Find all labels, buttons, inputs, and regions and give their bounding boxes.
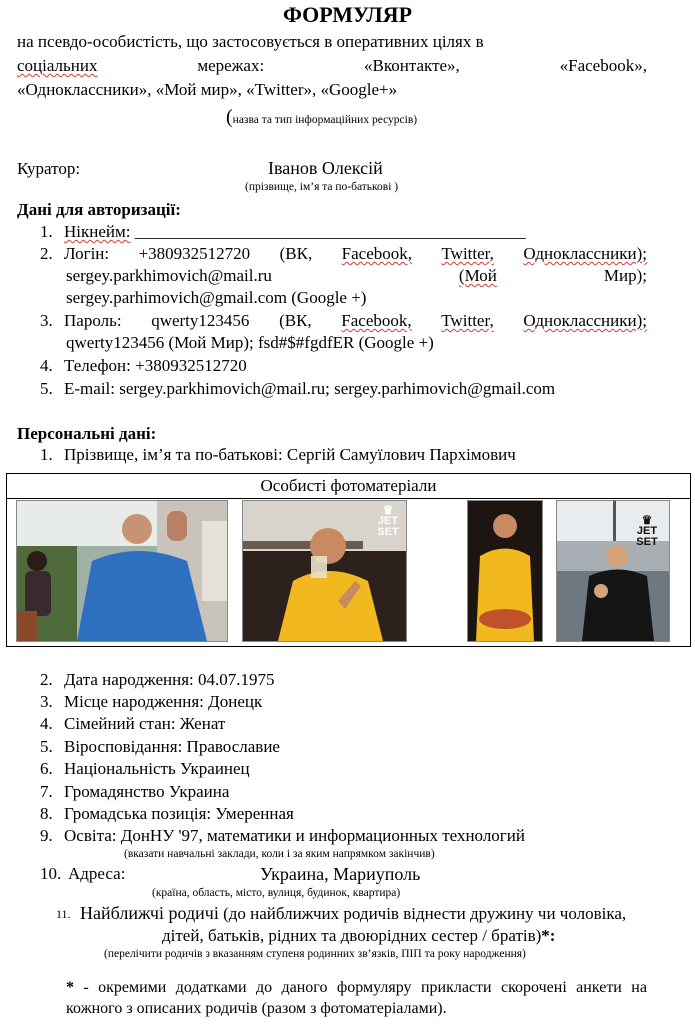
relatives-caption: (перелічити родичів з вказанням ступеня родинних зв’язків, ПІП та року народження) <box>104 948 526 960</box>
personal-item-birthplace: 3. Місце народження: Донецк <box>40 692 263 711</box>
photo-3 <box>467 500 543 642</box>
subject-line-2 <box>17 56 647 76</box>
photos-table <box>6 473 691 647</box>
personal-heading: Персональні дані: <box>17 424 157 443</box>
relatives-asterisk: *: <box>541 926 556 945</box>
subject-word: соціальних <box>17 56 98 75</box>
curator-label: Куратор: <box>17 159 81 178</box>
address-caption: (країна, область, місто, вулиця, будинок, квартира) <box>152 887 401 899</box>
caption-paren: ( <box>226 106 233 128</box>
personal-item-nationality: 6. Національність Украинец <box>40 759 250 778</box>
personal-item-fullname: 1. Прізвище, ім’я та по-батькові: Сергій Самуїлович Пархімович <box>40 445 516 464</box>
relatives-title: Найближчі родичі <box>80 903 219 923</box>
document-title: ФОРМУЛЯР <box>282 2 413 27</box>
relatives-num: 11. <box>56 907 71 921</box>
personal-item-birthdate: 2. Дата народження: 04.07.1975 <box>40 670 275 689</box>
footnote-line-1: * - окремими додатками до даного формуляру прикласти скорочені анкети на <box>66 979 647 996</box>
address-num: 10. <box>40 864 62 883</box>
photo-4-logo: ♛ JET SET <box>629 515 665 548</box>
subject-line-3: «Одноклассники», «Мой мир», «Twitter», «Google+» <box>17 80 398 99</box>
crown-icon: ♛ <box>382 503 394 517</box>
password-line-2: qwerty123456 (Мой Мир); fsd#$#fgdfER (Google +) <box>66 333 434 352</box>
subject-word: мережах: <box>197 56 265 75</box>
auth-item-email: 5. E-mail: sergey.parkhimovich@mail.ru; sergey.parhimovich@gmail.com <box>40 379 556 398</box>
photo-2-logo: ♛ JET SET <box>370 505 406 538</box>
personal-item-citizenship: 7. Громадянство Украина <box>40 782 230 801</box>
auth-item-nickname: 1. Нікнейм: ______________________________________________ <box>40 222 526 241</box>
photo-1 <box>16 500 228 642</box>
login-line-3: sergey.parhimovich@gmail.com (Google +) <box>66 288 367 307</box>
personal-item-education: 9. Освіта: ДонНУ '97, математики и информационных технологий <box>40 826 525 845</box>
address-label: Адреса: <box>68 864 126 883</box>
photo-4 <box>556 500 670 642</box>
nickname-label: Нікнейм: <box>64 222 131 241</box>
photos-heading: Особисті фотоматеріали <box>7 474 690 499</box>
nickname-value: ______________________________________________ <box>134 222 526 241</box>
subject-line-1: на псевдо-особистість, що застосовується в оперативних цілях в <box>17 32 484 51</box>
education-caption: (вказати навчальні заклади, коли і за яким напрямком закінчив) <box>124 848 435 860</box>
auth-item-phone: 4. Телефон: +380932512720 <box>40 356 247 375</box>
subject-word: «Facebook», <box>559 56 647 75</box>
personal-item-civic-position: 8. Громадська позиція: Умеренная <box>40 804 294 823</box>
login-line-2: sergey.parkhimovich@mail.ru (Мой Мир); <box>66 266 647 285</box>
auth-item-login: 2. Логін: +380932512720 (ВК, Facebook, Twitter, Одноклассники); <box>40 244 647 263</box>
subject-word: «Вконтакте», <box>364 56 460 75</box>
address-value: Украина, Мариуполь <box>260 864 421 884</box>
personal-item-marital: 4. Сімейний стан: Женат <box>40 714 226 733</box>
curator-caption: (прізвище, ім’я та по-батькові ) <box>245 181 399 193</box>
photo-2 <box>242 500 407 642</box>
caption-text: назва та тип інформаційних ресурсів) <box>232 114 418 126</box>
photo-1-image <box>17 501 227 641</box>
relatives-note: (до найближчих родичів віднести дружину чи чоловіка, <box>218 904 627 923</box>
auth-item-password: 3. Пароль: qwerty123456 (ВК, Facebook, Twitter, Одноклассники); <box>40 311 647 330</box>
resource-caption <box>226 106 417 129</box>
relatives-line-1 <box>80 903 626 924</box>
personal-item-religion: 5. Віросповідання: Православие <box>40 737 280 756</box>
crown-icon: ♛ <box>641 513 653 527</box>
auth-heading: Дані для авторизації: <box>17 200 181 219</box>
photo-3-image <box>468 501 542 641</box>
relatives-line-2: дітей, батьків, рідних та двоюрідних сестер / братів)*: <box>162 926 556 945</box>
curator-name: Іванов Олексій <box>268 158 383 178</box>
footnote-line-2: кожного з описаних родичів (разом з фотоматеріалами). <box>66 1000 447 1017</box>
